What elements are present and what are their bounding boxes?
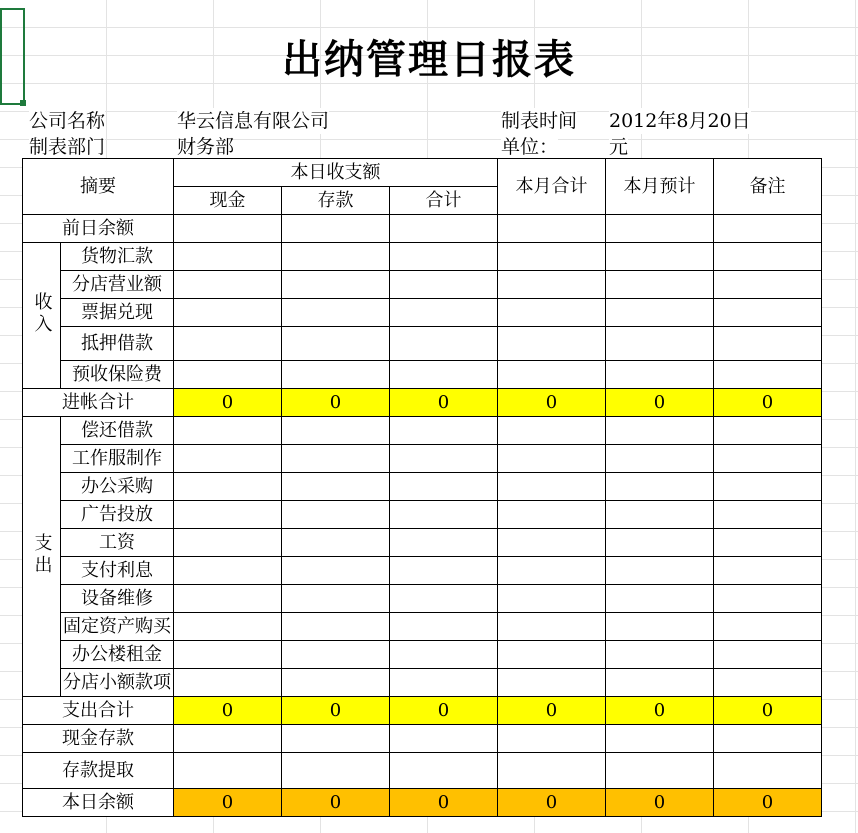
cell[interactable] (174, 613, 282, 641)
cell[interactable] (498, 215, 606, 243)
expense-item-2[interactable]: 办公采购 (61, 473, 174, 501)
balance-cell[interactable]: 0 (498, 789, 606, 817)
income-group-label[interactable] (23, 243, 61, 389)
cell[interactable] (390, 529, 498, 557)
cell[interactable] (282, 725, 390, 753)
expense-group-text: 支出 (31, 532, 53, 577)
cell[interactable] (498, 243, 606, 271)
expense-item-3[interactable]: 广告投放 (61, 501, 174, 529)
cell[interactable] (714, 215, 822, 243)
cell[interactable] (498, 501, 606, 529)
cell[interactable] (714, 585, 822, 613)
cell[interactable] (390, 473, 498, 501)
expense-group-label[interactable] (23, 417, 61, 697)
cell[interactable] (714, 327, 822, 361)
expense-total-cell[interactable]: 0 (714, 697, 822, 725)
cell[interactable] (282, 417, 390, 445)
cell[interactable] (390, 327, 498, 361)
cell[interactable] (498, 473, 606, 501)
expense-item-1[interactable]: 工作服制作 (61, 445, 174, 473)
income-item-4[interactable]: 预收保险费 (61, 361, 174, 389)
balance-cell[interactable]: 0 (606, 789, 714, 817)
expense-item-8[interactable]: 办公楼租金 (61, 641, 174, 669)
balance-cell[interactable]: 0 (282, 789, 390, 817)
cell[interactable] (606, 613, 714, 641)
cell[interactable] (390, 417, 498, 445)
cell[interactable] (282, 501, 390, 529)
company-value: 华云信息有限公司 (177, 110, 330, 132)
cell[interactable] (174, 361, 282, 389)
cell[interactable] (498, 361, 606, 389)
cell[interactable] (282, 529, 390, 557)
income-total-cell[interactable]: 0 (714, 389, 822, 417)
cell[interactable] (174, 299, 282, 327)
cell[interactable] (714, 299, 822, 327)
cell[interactable] (714, 725, 822, 753)
cell[interactable] (174, 473, 282, 501)
cell[interactable] (498, 327, 606, 361)
cell[interactable] (390, 753, 498, 789)
cell[interactable] (498, 725, 606, 753)
cell[interactable] (714, 361, 822, 389)
expense-total-cell[interactable]: 0 (390, 697, 498, 725)
cell[interactable] (282, 557, 390, 585)
cell[interactable] (282, 669, 390, 697)
cell[interactable] (174, 417, 282, 445)
cell[interactable] (390, 641, 498, 669)
cell[interactable] (390, 271, 498, 299)
income-group-text: 收入 (31, 291, 53, 336)
cell[interactable] (282, 271, 390, 299)
unit-label: 单位： (501, 136, 559, 158)
cell[interactable] (606, 417, 714, 445)
expense-item-7[interactable]: 固定资产购买 (61, 613, 174, 641)
cell[interactable] (714, 753, 822, 789)
expense-total-cell[interactable]: 0 (174, 697, 282, 725)
cell[interactable] (390, 445, 498, 473)
header-remark[interactable]: 备注 (714, 159, 822, 215)
cell[interactable] (498, 753, 606, 789)
header-daily-amount[interactable]: 本日收支额 (174, 159, 498, 187)
cell[interactable] (390, 299, 498, 327)
cell[interactable] (174, 725, 282, 753)
cell[interactable] (390, 669, 498, 697)
cell[interactable] (282, 243, 390, 271)
cell[interactable] (714, 445, 822, 473)
cell[interactable] (174, 585, 282, 613)
income-item-1[interactable]: 分店营业额 (61, 271, 174, 299)
income-total-cell[interactable]: 0 (498, 389, 606, 417)
balance-cell[interactable]: 0 (390, 789, 498, 817)
cell[interactable] (606, 299, 714, 327)
cell[interactable] (714, 271, 822, 299)
cell[interactable] (714, 557, 822, 585)
cell[interactable] (714, 613, 822, 641)
cell[interactable] (390, 243, 498, 271)
income-item-0[interactable]: 货物汇款 (61, 243, 174, 271)
expense-total-cell[interactable]: 0 (498, 697, 606, 725)
expense-total-cell[interactable]: 0 (606, 697, 714, 725)
unit-value: 元 (609, 136, 629, 158)
cell[interactable] (282, 641, 390, 669)
row-label-today-balance[interactable]: 本日余额 (23, 789, 174, 817)
income-total-cell[interactable]: 0 (390, 389, 498, 417)
cell[interactable] (606, 361, 714, 389)
cell[interactable] (714, 529, 822, 557)
dept-value: 财务部 (177, 136, 235, 158)
cell[interactable] (606, 445, 714, 473)
cell[interactable] (390, 725, 498, 753)
cell[interactable] (606, 271, 714, 299)
cell[interactable] (390, 557, 498, 585)
income-item-3[interactable]: 抵押借款 (61, 327, 174, 361)
income-total-cell[interactable]: 0 (606, 389, 714, 417)
cell[interactable] (606, 641, 714, 669)
cell[interactable] (714, 641, 822, 669)
cell[interactable] (282, 473, 390, 501)
cell[interactable] (174, 215, 282, 243)
header-month-forecast[interactable]: 本月预计 (606, 159, 714, 215)
cell[interactable] (714, 501, 822, 529)
cell[interactable] (714, 417, 822, 445)
header-deposit[interactable]: 存款 (282, 187, 390, 215)
cell[interactable] (390, 585, 498, 613)
cell[interactable] (174, 641, 282, 669)
cell[interactable] (606, 725, 714, 753)
cell[interactable] (606, 501, 714, 529)
report-table (22, 158, 822, 817)
header-cash[interactable]: 现金 (174, 187, 282, 215)
cell[interactable] (606, 215, 714, 243)
cell[interactable] (390, 361, 498, 389)
cell[interactable] (174, 557, 282, 585)
time-label: 制表时间 (501, 110, 578, 132)
balance-cell[interactable]: 0 (714, 789, 822, 817)
row-label-income-total[interactable]: 进帐合计 (23, 389, 174, 417)
cell[interactable] (174, 327, 282, 361)
expense-item-6[interactable]: 设备维修 (61, 585, 174, 613)
cell[interactable] (498, 641, 606, 669)
cell[interactable] (282, 299, 390, 327)
cell[interactable] (498, 613, 606, 641)
cell[interactable] (714, 473, 822, 501)
cell[interactable] (606, 585, 714, 613)
cell[interactable] (174, 243, 282, 271)
cell[interactable] (498, 299, 606, 327)
cell[interactable] (390, 613, 498, 641)
cell[interactable] (282, 215, 390, 243)
cell[interactable] (174, 445, 282, 473)
cell[interactable] (498, 271, 606, 299)
income-total-cell[interactable]: 0 (282, 389, 390, 417)
income-item-2[interactable]: 票据兑现 (61, 299, 174, 327)
header-summary[interactable]: 摘要 (23, 159, 174, 215)
cell[interactable] (606, 327, 714, 361)
expense-item-4[interactable]: 工资 (61, 529, 174, 557)
header-month-total[interactable]: 本月合计 (498, 159, 606, 215)
cell[interactable] (498, 529, 606, 557)
cell[interactable] (174, 529, 282, 557)
row-label-deposit-withdraw[interactable]: 存款提取 (23, 753, 174, 789)
cell[interactable] (606, 243, 714, 271)
cell[interactable] (174, 753, 282, 789)
cell[interactable] (498, 417, 606, 445)
expense-total-cell[interactable]: 0 (282, 697, 390, 725)
row-label-expense-total[interactable]: 支出合计 (23, 697, 174, 725)
report-title: 出纳管理日报表 (282, 37, 576, 83)
income-total-cell[interactable]: 0 (174, 389, 282, 417)
row-label-prev-balance[interactable]: 前日余额 (23, 215, 174, 243)
cell[interactable] (606, 557, 714, 585)
cell[interactable] (174, 271, 282, 299)
fill-handle[interactable] (20, 100, 26, 106)
time-value: 2012年8月20日 (609, 110, 751, 132)
expense-item-9[interactable]: 分店小额款项 (61, 669, 174, 697)
cell[interactable] (498, 445, 606, 473)
cell[interactable] (498, 669, 606, 697)
cell[interactable] (714, 243, 822, 271)
cell[interactable] (282, 445, 390, 473)
cell[interactable] (282, 753, 390, 789)
cell[interactable] (282, 585, 390, 613)
cell[interactable] (282, 613, 390, 641)
header-total[interactable]: 合计 (390, 187, 498, 215)
cell[interactable] (282, 327, 390, 361)
cell[interactable] (498, 557, 606, 585)
cell[interactable] (174, 669, 282, 697)
cell[interactable] (282, 361, 390, 389)
cell[interactable] (498, 585, 606, 613)
cell[interactable] (390, 501, 498, 529)
cell[interactable] (606, 473, 714, 501)
balance-cell[interactable]: 0 (174, 789, 282, 817)
cell[interactable] (606, 753, 714, 789)
cell[interactable] (174, 501, 282, 529)
row-label-cash-deposit[interactable]: 现金存款 (23, 725, 174, 753)
dept-label: 制表部门 (29, 136, 106, 158)
expense-item-5[interactable]: 支付利息 (61, 557, 174, 585)
company-label: 公司名称 (29, 110, 106, 132)
cell[interactable] (606, 669, 714, 697)
cell[interactable] (714, 669, 822, 697)
expense-item-0[interactable]: 偿还借款 (61, 417, 174, 445)
cell[interactable] (390, 215, 498, 243)
cell[interactable] (606, 529, 714, 557)
